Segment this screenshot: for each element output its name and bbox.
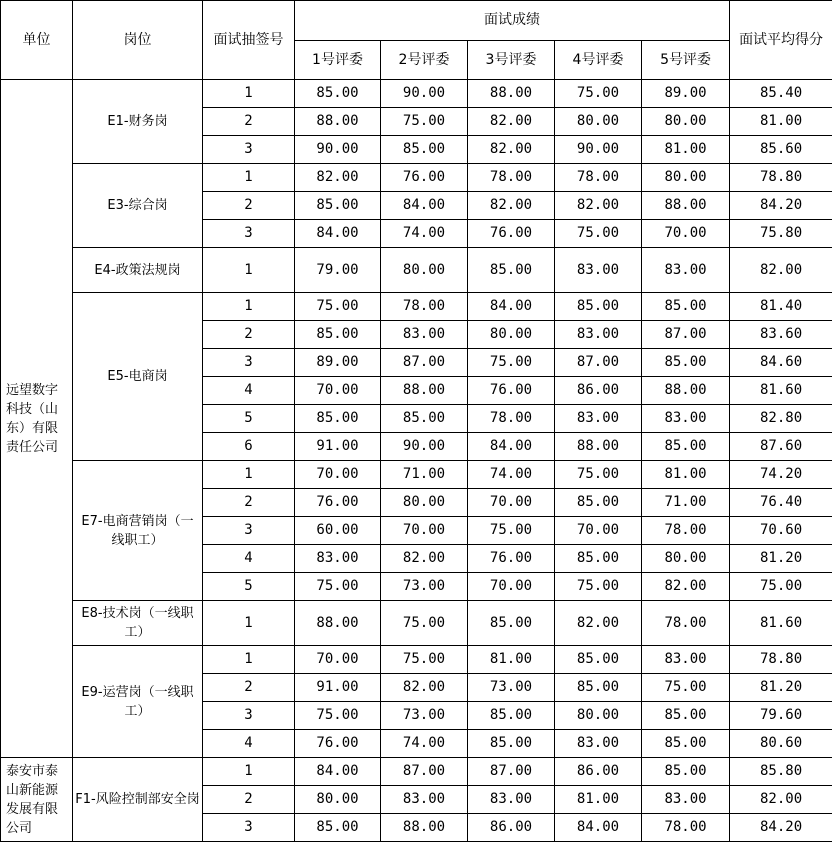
judge-3-score-cell: 82.00 <box>468 108 555 136</box>
draw-number-cell: 3 <box>203 517 295 545</box>
draw-number-cell: 3 <box>203 349 295 377</box>
judge-4-score-cell: 85.00 <box>555 489 642 517</box>
unit-header: 单位 <box>1 1 73 80</box>
judge-5-score-cell: 88.00 <box>642 377 730 405</box>
interview-scores-header: 面试成绩 <box>295 1 730 41</box>
judge-3-score-cell: 84.00 <box>468 293 555 321</box>
judge-4-score-cell: 81.00 <box>555 786 642 814</box>
position-name-cell: E4-政策法规岗 <box>73 248 203 293</box>
judge-4-score-cell: 90.00 <box>555 136 642 164</box>
average-score-cell: 78.80 <box>730 164 832 192</box>
judge-5-score-cell: 88.00 <box>642 192 730 220</box>
draw-number-cell: 2 <box>203 489 295 517</box>
judge-1-score-cell: 70.00 <box>295 646 381 674</box>
table-row <box>1 601 832 646</box>
average-score-cell: 70.60 <box>730 517 832 545</box>
average-score-cell: 82.00 <box>730 248 832 293</box>
judge-4-score-cell: 75.00 <box>555 461 642 489</box>
table-row <box>1 646 832 674</box>
judge-5-score-cell: 80.00 <box>642 164 730 192</box>
judge-1-score-cell: 90.00 <box>295 136 381 164</box>
draw-number-cell: 5 <box>203 405 295 433</box>
judge-1-score-cell: 70.00 <box>295 377 381 405</box>
average-score-cell: 83.60 <box>730 321 832 349</box>
judge-2-score-cell: 76.00 <box>381 164 468 192</box>
judge-4-score-cell: 83.00 <box>555 405 642 433</box>
judge-2-score-cell: 85.00 <box>381 136 468 164</box>
judge-4-header: 4号评委 <box>555 41 642 80</box>
judge-1-score-cell: 60.00 <box>295 517 381 545</box>
judge-4-score-cell: 75.00 <box>555 80 642 108</box>
judge-5-score-cell: 85.00 <box>642 730 730 758</box>
judge-2-score-cell: 87.00 <box>381 349 468 377</box>
judge-3-score-cell: 85.00 <box>468 601 555 646</box>
judge-1-score-cell: 82.00 <box>295 164 381 192</box>
position-name-cell: E9-运营岗（一线职工） <box>73 646 203 758</box>
judge-4-score-cell: 70.00 <box>555 517 642 545</box>
draw-number-cell: 2 <box>203 108 295 136</box>
judge-4-score-cell: 86.00 <box>555 377 642 405</box>
average-score-cell: 75.80 <box>730 220 832 248</box>
judge-1-score-cell: 75.00 <box>295 293 381 321</box>
judge-4-score-cell: 82.00 <box>555 601 642 646</box>
draw-number-cell: 3 <box>203 220 295 248</box>
judge-2-score-cell: 85.00 <box>381 405 468 433</box>
judge-1-score-cell: 83.00 <box>295 545 381 573</box>
judge-3-score-cell: 75.00 <box>468 517 555 545</box>
judge-3-score-cell: 85.00 <box>468 730 555 758</box>
judge-5-score-cell: 78.00 <box>642 601 730 646</box>
judge-1-score-cell: 89.00 <box>295 349 381 377</box>
judge-3-score-cell: 70.00 <box>468 489 555 517</box>
table-row <box>1 80 832 108</box>
judge-4-score-cell: 75.00 <box>555 573 642 601</box>
table-row <box>1 293 832 321</box>
judge-3-score-cell: 87.00 <box>468 758 555 786</box>
average-score-cell: 74.20 <box>730 461 832 489</box>
average-score-cell: 85.40 <box>730 80 832 108</box>
judge-4-score-cell: 75.00 <box>555 220 642 248</box>
judge-1-score-cell: 85.00 <box>295 814 381 842</box>
judge-1-score-cell: 70.00 <box>295 461 381 489</box>
table-row <box>1 164 832 192</box>
judge-3-score-cell: 86.00 <box>468 814 555 842</box>
draw-number-cell: 1 <box>203 248 295 293</box>
judge-4-score-cell: 88.00 <box>555 433 642 461</box>
position-name-cell: F1-风险控制部安全岗 <box>73 758 203 842</box>
draw-number-cell: 3 <box>203 814 295 842</box>
judge-3-score-cell: 76.00 <box>468 545 555 573</box>
judge-4-score-cell: 86.00 <box>555 758 642 786</box>
draw-number-cell: 2 <box>203 192 295 220</box>
judge-3-score-cell: 75.00 <box>468 349 555 377</box>
unit-name-cell: 远望数字科技（山东）有限责任公司 <box>1 80 73 758</box>
judge-1-score-cell: 84.00 <box>295 758 381 786</box>
judge-1-score-cell: 91.00 <box>295 674 381 702</box>
judge-5-score-cell: 89.00 <box>642 80 730 108</box>
average-score-header: 面试平均得分 <box>730 1 832 80</box>
judge-3-header: 3号评委 <box>468 41 555 80</box>
judge-3-score-cell: 85.00 <box>468 248 555 293</box>
judge-3-score-cell: 80.00 <box>468 321 555 349</box>
judge-5-score-cell: 85.00 <box>642 293 730 321</box>
average-score-cell: 82.80 <box>730 405 832 433</box>
judge-2-score-cell: 80.00 <box>381 489 468 517</box>
judge-5-score-cell: 80.00 <box>642 108 730 136</box>
average-score-cell: 84.60 <box>730 349 832 377</box>
judge-2-score-cell: 90.00 <box>381 433 468 461</box>
average-score-cell: 78.80 <box>730 646 832 674</box>
judge-5-score-cell: 83.00 <box>642 405 730 433</box>
position-name-cell: E5-电商岗 <box>73 293 203 461</box>
average-score-cell: 76.40 <box>730 489 832 517</box>
table-row <box>1 248 832 293</box>
position-name-cell: E3-综合岗 <box>73 164 203 248</box>
draw-number-cell: 1 <box>203 601 295 646</box>
judge-5-score-cell: 83.00 <box>642 786 730 814</box>
judge-2-score-cell: 73.00 <box>381 702 468 730</box>
judge-1-score-cell: 88.00 <box>295 108 381 136</box>
judge-2-header: 2号评委 <box>381 41 468 80</box>
judge-1-score-cell: 85.00 <box>295 80 381 108</box>
judge-1-score-cell: 75.00 <box>295 573 381 601</box>
average-score-cell: 79.60 <box>730 702 832 730</box>
judge-5-score-cell: 75.00 <box>642 674 730 702</box>
judge-2-score-cell: 83.00 <box>381 786 468 814</box>
judge-3-score-cell: 83.00 <box>468 786 555 814</box>
judge-1-score-cell: 76.00 <box>295 730 381 758</box>
judge-3-score-cell: 88.00 <box>468 80 555 108</box>
judge-5-score-cell: 85.00 <box>642 758 730 786</box>
draw-number-cell: 4 <box>203 730 295 758</box>
judge-1-score-cell: 85.00 <box>295 192 381 220</box>
judge-2-score-cell: 82.00 <box>381 674 468 702</box>
judge-5-score-cell: 81.00 <box>642 461 730 489</box>
judge-1-score-cell: 85.00 <box>295 405 381 433</box>
judge-4-score-cell: 85.00 <box>555 674 642 702</box>
draw-number-cell: 3 <box>203 136 295 164</box>
position-name-cell: E8-技术岗（一线职工） <box>73 601 203 646</box>
unit-name-cell: 泰安市泰山新能源发展有限公司 <box>1 758 73 842</box>
draw-number-cell: 1 <box>203 461 295 489</box>
draw-number-cell: 1 <box>203 646 295 674</box>
average-score-cell: 85.80 <box>730 758 832 786</box>
judge-1-score-cell: 76.00 <box>295 489 381 517</box>
average-score-cell: 75.00 <box>730 573 832 601</box>
judge-1-score-cell: 75.00 <box>295 702 381 730</box>
draw-number-cell: 3 <box>203 702 295 730</box>
position-header: 岗位 <box>73 1 203 80</box>
average-score-cell: 87.60 <box>730 433 832 461</box>
judge-5-score-cell: 85.00 <box>642 433 730 461</box>
judge-2-score-cell: 82.00 <box>381 545 468 573</box>
judge-2-score-cell: 75.00 <box>381 108 468 136</box>
judge-2-score-cell: 74.00 <box>381 220 468 248</box>
judge-3-score-cell: 78.00 <box>468 405 555 433</box>
draw-number-header: 面试抽签号 <box>203 1 295 80</box>
judge-2-score-cell: 90.00 <box>381 80 468 108</box>
draw-number-cell: 2 <box>203 674 295 702</box>
score-table-body <box>1 80 832 842</box>
judge-2-score-cell: 83.00 <box>381 321 468 349</box>
average-score-cell: 81.20 <box>730 674 832 702</box>
table-row <box>1 461 832 489</box>
draw-number-cell: 4 <box>203 377 295 405</box>
judge-5-score-cell: 78.00 <box>642 814 730 842</box>
judge-2-score-cell: 74.00 <box>381 730 468 758</box>
judge-5-score-cell: 83.00 <box>642 248 730 293</box>
judge-5-score-cell: 80.00 <box>642 545 730 573</box>
draw-number-cell: 1 <box>203 758 295 786</box>
judge-4-score-cell: 84.00 <box>555 814 642 842</box>
judge-5-score-cell: 85.00 <box>642 349 730 377</box>
table-row <box>1 758 832 786</box>
judge-4-score-cell: 85.00 <box>555 646 642 674</box>
draw-number-cell: 2 <box>203 786 295 814</box>
judge-5-score-cell: 78.00 <box>642 517 730 545</box>
average-score-cell: 81.40 <box>730 293 832 321</box>
judge-3-score-cell: 81.00 <box>468 646 555 674</box>
average-score-cell: 80.60 <box>730 730 832 758</box>
average-score-cell: 81.60 <box>730 377 832 405</box>
position-name-cell: E1-财务岗 <box>73 80 203 164</box>
judge-1-score-cell: 88.00 <box>295 601 381 646</box>
judge-3-score-cell: 74.00 <box>468 461 555 489</box>
judge-1-score-cell: 91.00 <box>295 433 381 461</box>
judge-5-score-cell: 70.00 <box>642 220 730 248</box>
judge-4-score-cell: 80.00 <box>555 108 642 136</box>
judge-1-score-cell: 84.00 <box>295 220 381 248</box>
judge-5-score-cell: 85.00 <box>642 702 730 730</box>
judge-5-score-cell: 83.00 <box>642 646 730 674</box>
judge-2-score-cell: 75.00 <box>381 601 468 646</box>
judge-2-score-cell: 78.00 <box>381 293 468 321</box>
judge-2-score-cell: 73.00 <box>381 573 468 601</box>
judge-4-score-cell: 87.00 <box>555 349 642 377</box>
judge-3-score-cell: 82.00 <box>468 136 555 164</box>
judge-3-score-cell: 70.00 <box>468 573 555 601</box>
judge-2-score-cell: 70.00 <box>381 517 468 545</box>
judge-1-header: 1号评委 <box>295 41 381 80</box>
judge-5-header: 5号评委 <box>642 41 730 80</box>
draw-number-cell: 1 <box>203 164 295 192</box>
judge-3-score-cell: 84.00 <box>468 433 555 461</box>
average-score-cell: 84.20 <box>730 814 832 842</box>
draw-number-cell: 6 <box>203 433 295 461</box>
average-score-cell: 81.60 <box>730 601 832 646</box>
judge-4-score-cell: 80.00 <box>555 702 642 730</box>
average-score-cell: 85.60 <box>730 136 832 164</box>
judge-4-score-cell: 82.00 <box>555 192 642 220</box>
judge-2-score-cell: 75.00 <box>381 646 468 674</box>
judge-4-score-cell: 85.00 <box>555 293 642 321</box>
judge-1-score-cell: 85.00 <box>295 321 381 349</box>
judge-5-score-cell: 82.00 <box>642 573 730 601</box>
judge-3-score-cell: 73.00 <box>468 674 555 702</box>
judge-2-score-cell: 87.00 <box>381 758 468 786</box>
judge-3-score-cell: 76.00 <box>468 220 555 248</box>
judge-3-score-cell: 82.00 <box>468 192 555 220</box>
judge-2-score-cell: 71.00 <box>381 461 468 489</box>
judge-4-score-cell: 83.00 <box>555 730 642 758</box>
judge-2-score-cell: 88.00 <box>381 814 468 842</box>
judge-4-score-cell: 78.00 <box>555 164 642 192</box>
judge-5-score-cell: 71.00 <box>642 489 730 517</box>
judge-2-score-cell: 84.00 <box>381 192 468 220</box>
judge-3-score-cell: 78.00 <box>468 164 555 192</box>
draw-number-cell: 1 <box>203 293 295 321</box>
average-score-cell: 81.00 <box>730 108 832 136</box>
judge-1-score-cell: 79.00 <box>295 248 381 293</box>
judge-5-score-cell: 81.00 <box>642 136 730 164</box>
average-score-cell: 82.00 <box>730 786 832 814</box>
draw-number-cell: 4 <box>203 545 295 573</box>
draw-number-cell: 5 <box>203 573 295 601</box>
judge-1-score-cell: 80.00 <box>295 786 381 814</box>
draw-number-cell: 2 <box>203 321 295 349</box>
position-name-cell: E7-电商营销岗（一线职工） <box>73 461 203 601</box>
judge-4-score-cell: 83.00 <box>555 248 642 293</box>
judge-4-score-cell: 83.00 <box>555 321 642 349</box>
judge-4-score-cell: 85.00 <box>555 545 642 573</box>
judge-5-score-cell: 87.00 <box>642 321 730 349</box>
judge-2-score-cell: 80.00 <box>381 248 468 293</box>
average-score-cell: 81.20 <box>730 545 832 573</box>
judge-2-score-cell: 88.00 <box>381 377 468 405</box>
header-row-1 <box>1 1 832 41</box>
draw-number-cell: 1 <box>203 80 295 108</box>
judge-3-score-cell: 76.00 <box>468 377 555 405</box>
judge-3-score-cell: 85.00 <box>468 702 555 730</box>
average-score-cell: 84.20 <box>730 192 832 220</box>
